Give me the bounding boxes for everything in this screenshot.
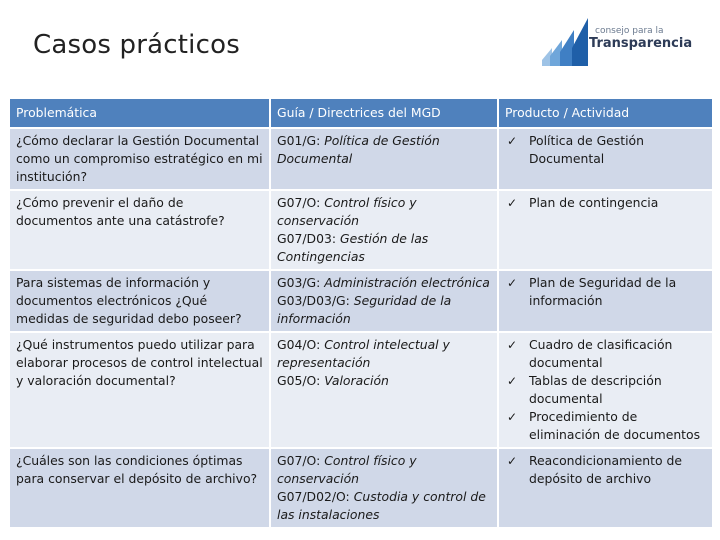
table-row — [10, 128, 712, 190]
guide-line — [277, 452, 491, 488]
problem-cell: Para sistemas de información y documentos electrónicos ¿Qué medidas de seguridad debo poseer? — [10, 270, 270, 332]
product-cell — [498, 190, 712, 270]
guide-code: G03/G: — [277, 275, 321, 290]
table-row — [10, 190, 712, 270]
header-problem: Problemática — [10, 99, 270, 128]
guide-line — [277, 292, 491, 328]
guide-text: Gestión de las Contingencias — [277, 231, 429, 264]
product-item — [505, 274, 706, 310]
guide-cell — [270, 270, 498, 332]
guide-text: Seguridad de la información — [277, 293, 452, 326]
guide-line — [277, 230, 491, 266]
guide-text: Control físico y conservación — [277, 195, 417, 228]
guide-text: Custodia y control de las instalaciones — [277, 489, 486, 522]
header-product: Producto / Actividad — [498, 99, 712, 128]
product-item — [505, 372, 706, 408]
table-row — [10, 332, 712, 448]
product-text: Política de Gestión Documental — [529, 133, 644, 166]
product-cell — [498, 128, 712, 190]
product-text: Cuadro de clasificación documental — [529, 337, 673, 370]
product-cell — [498, 270, 712, 332]
logo-text-small: consejo para la — [595, 26, 664, 36]
guide-code: G07/D03: — [277, 231, 337, 246]
logo-text-big: Transparencia — [589, 36, 693, 51]
product-item — [505, 132, 706, 168]
guide-text: Control intelectual y representación — [277, 337, 450, 370]
product-text: Plan de contingencia — [529, 195, 659, 210]
guide-text: Control físico y conservación — [277, 453, 417, 486]
product-item — [505, 336, 706, 372]
product-text: Reacondicionamiento de depósito de archivo — [529, 453, 682, 486]
product-cell — [498, 332, 712, 448]
checkmark-icon: ✓ — [507, 276, 518, 290]
product-cell — [498, 448, 712, 527]
guide-cell — [270, 448, 498, 527]
guide-code: G03/D03/G: — [277, 293, 350, 308]
checkmark-icon: ✓ — [507, 454, 518, 468]
problem-cell: ¿Cómo prevenir el daño de documentos ante una catástrofe? — [10, 190, 270, 270]
problem-cell: ¿Qué instrumentos puedo utilizar para elaborar procesos de control intelectual y valoración documental? — [10, 332, 270, 448]
guide-text: Política de Gestión Documental — [277, 133, 440, 166]
guide-code: G04/O: — [277, 337, 321, 352]
page-title: Casos prácticos — [33, 30, 240, 60]
product-text: Plan de Seguridad de la información — [529, 275, 677, 308]
guide-text: Administración electrónica — [324, 275, 490, 290]
guide-code: G07/D02/O: — [277, 489, 350, 504]
guide-code: G07/O: — [277, 453, 321, 468]
guide-text: Valoración — [324, 373, 389, 388]
checkmark-icon: ✓ — [507, 374, 518, 388]
problem-cell: ¿Cómo declarar la Gestión Documental como un compromiso estratégico en mi institución? — [10, 128, 270, 190]
header-guide: Guía / Directrices del MGD — [270, 99, 498, 128]
guide-line — [277, 372, 491, 390]
product-text: Procedimiento de eliminación de documentos — [529, 409, 701, 442]
guide-line — [277, 488, 491, 524]
checkmark-icon: ✓ — [507, 196, 518, 210]
guide-cell — [270, 190, 498, 270]
guide-cell — [270, 128, 498, 190]
table-row — [10, 448, 712, 527]
product-item — [505, 408, 706, 444]
table-header-row — [10, 99, 712, 128]
cases-table — [10, 99, 712, 527]
guide-cell — [270, 332, 498, 448]
problem-cell: ¿Cuáles son las condiciones óptimas para conservar el depósito de archivo? — [10, 448, 270, 527]
checkmark-icon: ✓ — [507, 134, 518, 148]
guide-code: G05/O: — [277, 373, 321, 388]
checkmark-icon: ✓ — [507, 410, 518, 424]
guide-line — [277, 274, 491, 292]
guide-line — [277, 132, 491, 168]
table-row — [10, 270, 712, 332]
guide-code: G01/G: — [277, 133, 321, 148]
checkmark-icon: ✓ — [507, 338, 518, 352]
guide-line — [277, 194, 491, 230]
product-text: Tablas de descripción documental — [529, 373, 662, 406]
product-item — [505, 452, 706, 488]
guide-code: G07/O: — [277, 195, 321, 210]
guide-line — [277, 336, 491, 372]
product-item — [505, 194, 706, 212]
